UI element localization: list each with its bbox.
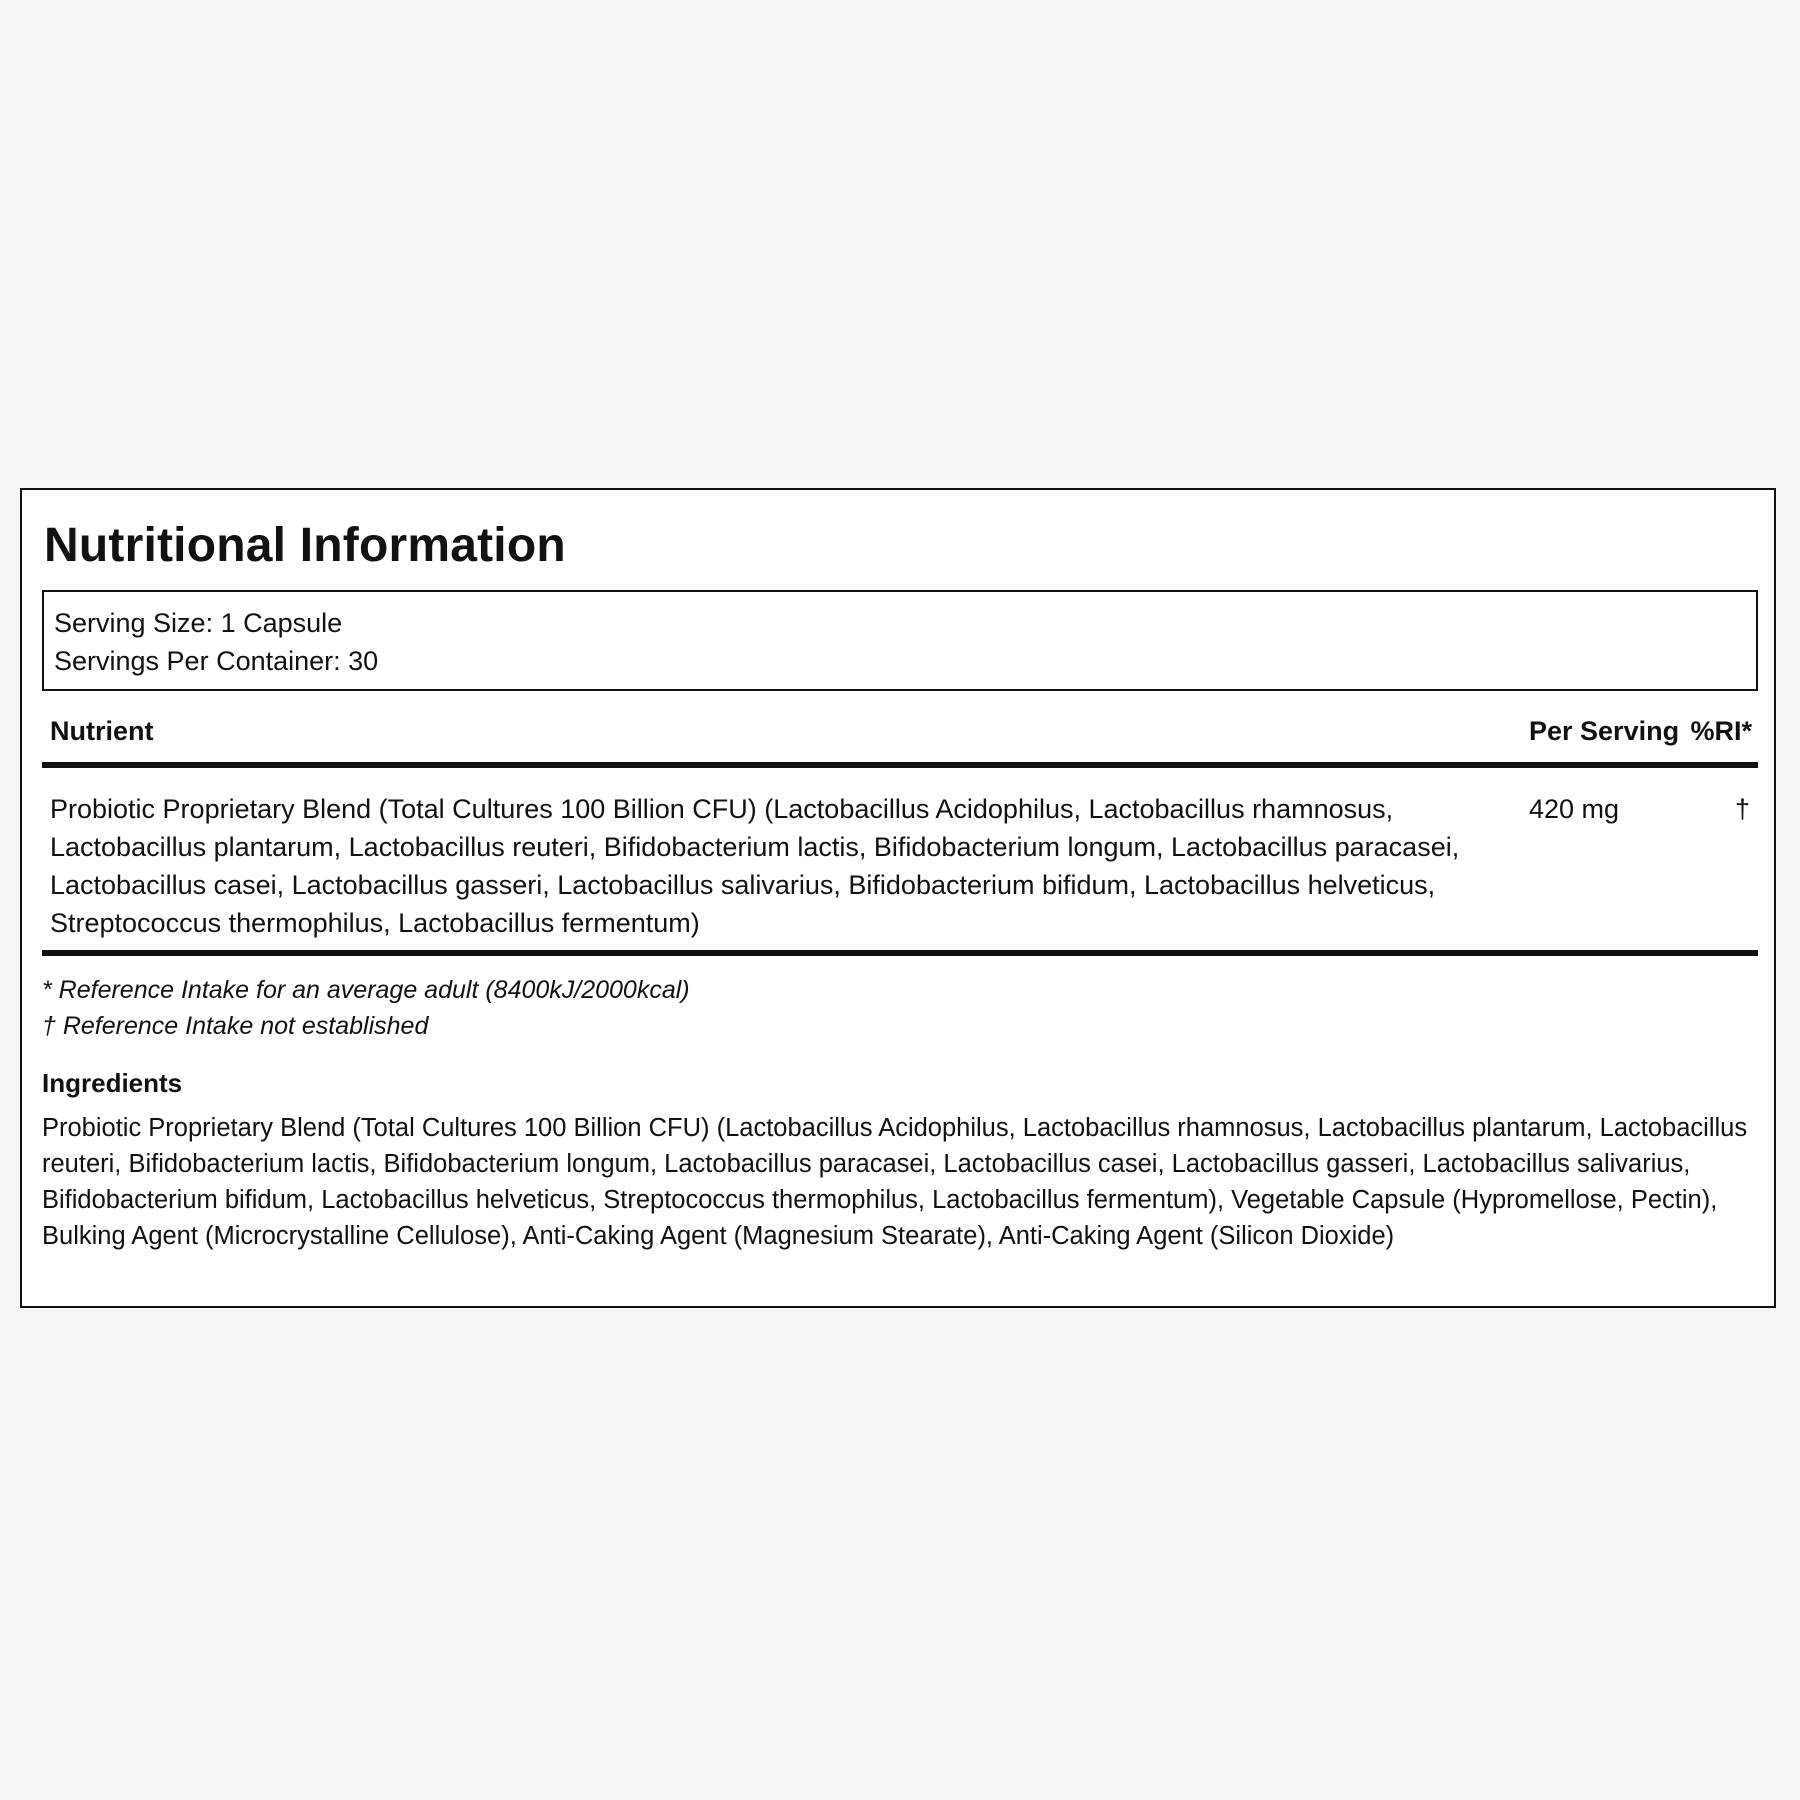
ri-cell: † [1734,794,1750,824]
column-header-per-serving: Per Serving [1529,716,1680,746]
label-title: Nutritional Information [44,519,566,572]
footnote-reference-intake: * Reference Intake for an average adult (8400kJ/2000kcal) [42,976,690,1004]
nutrient-name-cell: Probiotic Proprietary Blend (Total Cultures 100 Billion CFU) (Lactobacillus Acidophilus, Lactobacillus rhamnosus, Lactobacillus plantarum, Lactobacillus reuteri, Bifidobacterium lactis, Bifidobacterium longum, Lactobacillus paracasei, Lactobacillus casei, Lactobacillus gasseri, Lactobacillus salivarius, Bifidobacterium bifidum, Lactobacillus helveticus, Streptococcus thermophilus, Lactobacillus fermentum) [50,794,1460,938]
table-header-row [42,712,1758,768]
nutrition-label-panel [20,488,1776,1308]
servings-per-container: Servings Per Container: 30 [54,646,379,676]
footnote-not-established: † Reference Intake not established [42,1012,429,1040]
serving-info-box [42,590,1758,691]
ingredients-text: Probiotic Proprietary Blend (Total Cultures 100 Billion CFU) (Lactobacillus Acidophilus, Lactobacillus rhamnosus, Lactobacillus plantarum, Lactobacillus reuteri, Bifidobacterium lactis, Bifidobacterium longum, Lactobacillus paracasei, Lactobacillus casei, Lactobacillus gasseri, Lactobacillus salivarius, Bifidobacterium bifidum, Lactobacillus helveticus, Streptococcus thermophilus, Lactobacillus fermentum), Vegetable Capsule (Hypromellose, Pectin), Bulking Agent (Microcrystalline Cellulose), Anti-Caking Agent (Magnesium Stearate), Anti-Caking Agent (Silicon Dioxide) [42,1114,1748,1250]
footnotes [42,972,690,1044]
ingredients-heading: Ingredients [42,1068,183,1098]
column-header-ri: %RI* [1690,716,1752,746]
serving-size: Serving Size: 1 Capsule [54,608,343,638]
table-row [42,768,1758,956]
column-header-nutrient: Nutrient [50,716,154,746]
nutrient-table [42,712,1758,956]
per-serving-cell: 420 mg [1529,794,1620,824]
